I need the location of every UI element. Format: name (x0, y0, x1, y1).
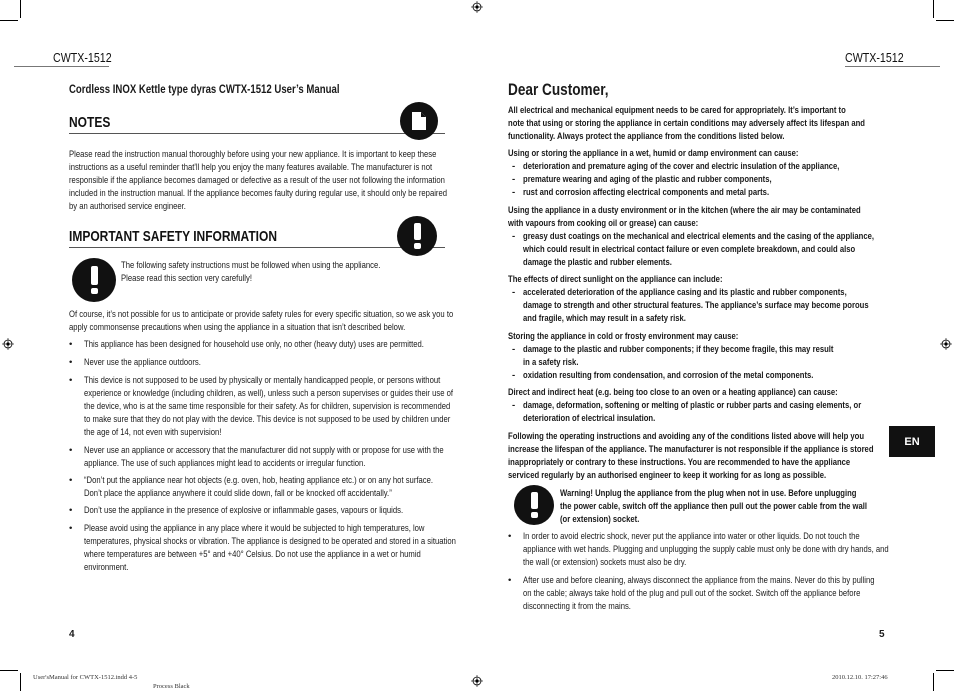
text-line: disconnecting it from the mains. (523, 601, 631, 612)
dash-icon: - (512, 400, 516, 411)
text-line: the wall (or extension) sockets must also be dry. (523, 557, 687, 568)
condition-heading (508, 147, 798, 160)
text-line: “Don’t put the appliance near hot objects (e.g. oven, hob, heating appliance etc.) or on any hot surface. (84, 475, 434, 486)
text-line: Warning! Unplug the appliance from the plug when not in use. Before unplugging (560, 488, 857, 499)
crop-mark (936, 20, 954, 21)
crop-mark (933, 0, 934, 18)
text-line: appliance. The use of such appliances might lead to accidents or irregular function. (84, 458, 366, 469)
text-line: The effects of direct sunlight on the appliance can include: (508, 274, 723, 285)
text-line: Please avoid using the appliance in any place where it would be subjected to high temperatures, low (84, 523, 425, 534)
bullet-icon: • (508, 575, 512, 586)
text-line: inappropriately or contrary to these instructions. You are recommended to have the appliance (508, 457, 851, 468)
crop-mark (936, 670, 954, 671)
safety-intro-text (69, 308, 453, 334)
dash-icon: - (512, 370, 516, 381)
list-item (69, 444, 534, 470)
list-item (512, 160, 919, 173)
manual-title: Cordless INOX Kettle type dyras CWTX-1512 User’s Manual (69, 82, 340, 96)
text-line: increase the lifespan of the appliance. The manufacturer is not responsible if the appliance is stored (508, 444, 874, 455)
notes-title: NOTES (69, 114, 111, 131)
text-line: Following the operating instructions and avoiding any of the conditions listed above will help you (508, 431, 865, 442)
text-line: by an authorised service engineer. (69, 201, 186, 212)
list-item (69, 474, 520, 500)
list-item (512, 230, 954, 269)
list-item (512, 186, 831, 199)
text-line: instructions as a useful reminder that'll help you enjoy the many features available. The manufacturer is not (69, 162, 433, 173)
crop-mark (20, 673, 21, 691)
text-line: with vapours from cooking oil or grease) can cause: (508, 218, 699, 229)
text-line: damage to the plastic and rubber components; if they become fragile, this may result (523, 344, 834, 355)
text-line: This appliance has been designed for household use only, no other (heavy duty) uses are permitted. (84, 339, 424, 350)
text-line: responsible if the appliance becomes damaged or defective as a result of the user not following the information (69, 175, 445, 186)
list-item (508, 574, 954, 613)
dash-icon: - (512, 161, 516, 172)
text-line: experience or knowledge (including children, as well), unless such a person supervises or guides their use of (84, 388, 454, 399)
dash-icon: - (512, 287, 516, 298)
bullet-icon: • (69, 475, 73, 486)
text-line: where temperatures are between +5° and +40° Celsius. Do not use the appliance in a wet or humid (84, 549, 421, 560)
safety-title-rule (69, 247, 445, 248)
bullet-icon: • (69, 523, 73, 534)
text-line: on the cable; always take hold of the plug and pull out of the socket. Switch off the appliance before (523, 588, 861, 599)
text-line: deterioration of electrical insulation. (523, 413, 656, 424)
text-line: the device, who is at the same time responsible for their safety. As for children, supervision is recommended (84, 401, 451, 412)
registration-mark-icon (471, 1, 483, 13)
text-line: Direct and indirect heat (e.g. being too close to an oven or a heating appliance) can cause: (508, 387, 838, 398)
model-label-left: CWTX-1512 (53, 50, 112, 65)
list-item (512, 343, 911, 369)
dash-icon: - (512, 231, 516, 242)
text-line: which could result in electrical contact failure or even complete breakdown, and could also (523, 244, 856, 255)
list-item (512, 286, 954, 325)
condition-heading (508, 386, 838, 399)
text-line: note that using or storing the appliance in certain conditions may adversely affect its lifespan and (508, 118, 865, 129)
text-line: In order to avoid electric shock, never put the appliance into water or other liquids. Do not touch the (523, 531, 860, 542)
dash-icon: - (512, 174, 516, 185)
text-line: All electrical and mechanical equipment needs to be cared for appropriately. It’s important to (508, 105, 846, 116)
document-icon (400, 102, 438, 140)
list-item (69, 338, 509, 351)
dash-icon: - (512, 187, 516, 198)
text-line: environment. (84, 562, 129, 573)
text-line: Of course, it’s not possible for us to anticipate or provide safety rules for every specific situation, so we ask you to (69, 309, 454, 320)
text-line: greasy dust coatings on the mechanical and electrical elements and the casing of the appliance, (523, 231, 875, 242)
bullet-icon: • (69, 357, 73, 368)
unplug-warning-text (560, 487, 867, 526)
text-line: deterioration and premature aging of the cover and electric insulation of the appliance, (523, 161, 840, 172)
closing-text (508, 430, 874, 482)
notes-title-rule (69, 133, 445, 134)
text-line: After use and before cleaning, always disconnect the appliance from the mains. Never do this by pulling (523, 575, 875, 586)
text-line: temperatures, physical shocks or vibration. The appliance is designed to be operated and stored in a situation (84, 536, 456, 547)
bullet-icon: • (69, 339, 73, 350)
text-line: Please read this section very carefully! (121, 273, 252, 284)
text-line: Please read the instruction manual thoroughly before using your new appliance. It is important to keep these (69, 149, 437, 160)
text-line: serviced regularly by an authorised engineer to keep it working for as long as possible. (508, 470, 827, 481)
text-line: Never use the appliance outdoors. (84, 357, 201, 368)
crop-mark (0, 20, 18, 21)
condition-heading (508, 273, 723, 286)
registration-mark-icon (471, 675, 483, 687)
list-item (508, 530, 954, 569)
intro-text (508, 104, 865, 143)
page-number-right: 5 (879, 629, 885, 640)
list-item (512, 399, 946, 425)
bullet-icon: • (508, 531, 512, 542)
exclamation-icon (397, 216, 437, 256)
list-item (512, 369, 886, 382)
text-line: Storing the appliance in cold or frosty environment may cause: (508, 331, 739, 342)
text-line: functionality. Always protect the appliance from the conditions listed below. (508, 131, 785, 142)
crop-mark (20, 0, 21, 18)
text-line: included in the instruction manual. If the appliance becomes faulty during regular use, it should only be repaired (69, 188, 448, 199)
text-line: the age of 14, not even with supervision! (84, 427, 222, 438)
crop-mark (933, 673, 934, 691)
text-line: the power cable, switch off the appliance then pull out the power cable from the wall (560, 501, 868, 512)
text-line: Don’t use the appliance in the presence of explosive or inflammable gases, vapours or liquids. (84, 505, 404, 516)
notes-text (69, 148, 447, 213)
page-number-left: 4 (69, 629, 75, 640)
footer-timestamp: 2010.12.10. 17:27:46 (832, 674, 888, 681)
text-line: Never use an appliance or accessory that the manufacturer did not supply with or propose for use with the (84, 445, 444, 456)
text-line: rust and corrosion affecting electrical components and metal parts. (523, 187, 770, 198)
exclamation-icon (514, 485, 554, 525)
text-line: (or extension) socket. (560, 514, 640, 525)
text-line: and fragile, which may result in a safety risk. (523, 313, 686, 324)
text-line: damage to strength and other structural features. The appliance’s surface may become porous (523, 300, 869, 311)
text-line: to make sure that they do not play with the device. This device is not supposed to be used by children under (84, 414, 451, 425)
text-line: in a safety risk. (523, 357, 579, 368)
text-line: accelerated deterioration of the appliance casing and its plastic and rubber components, (523, 287, 847, 298)
safety-title: IMPORTANT SAFETY INFORMATION (69, 228, 277, 245)
bullet-icon: • (69, 505, 73, 516)
text-line: The following safety instructions must be followed when using the appliance. (121, 260, 381, 271)
list-item (69, 356, 230, 369)
registration-mark-icon (940, 338, 952, 350)
language-tab: EN (889, 426, 935, 457)
list-item (69, 522, 549, 574)
dash-icon: - (512, 344, 516, 355)
list-item (69, 374, 545, 439)
model-label-right: CWTX-1512 (845, 50, 904, 65)
text-line: damage the plastic and rubber elements. (523, 257, 672, 268)
text-line: damage, deformation, softening or melting of plastic or rubber parts and casing elements, or (523, 400, 862, 411)
warning-exclamation-icon (72, 258, 116, 302)
footer-color: Process Black (153, 683, 190, 690)
bullet-icon: • (69, 445, 73, 456)
text-line: This device is not supposed to be used by physically or mentally handicapped people, or persons without (84, 375, 441, 386)
text-line: Using the appliance in a dusty environment or in the kitchen (where the air may be contaminated (508, 205, 861, 216)
safety-warning-text (121, 259, 380, 285)
text-line: oxidation resulting from condensation, and corrosion of the metal components. (523, 370, 814, 381)
bullet-icon: • (69, 375, 73, 386)
condition-heading (508, 330, 738, 343)
list-item (512, 173, 834, 186)
text-line: Using or storing the appliance in a wet, humid or damp environment can cause: (508, 148, 799, 159)
registration-mark-icon (2, 338, 14, 350)
text-line: apply commonsense precautions when using the appliance in a situation that isn’t described below. (69, 322, 406, 333)
crop-mark (0, 670, 18, 671)
text-line: Don’t place the appliance anywhere it could slide down, fall or be knocked off accidentally.” (84, 488, 392, 499)
text-line: premature wearing and aging of the plastic and rubber components, (523, 174, 772, 185)
footer-filename: User'sManual for CWTX-1512.indd 4-5 (33, 674, 138, 681)
list-item (69, 504, 483, 517)
text-line: appliance with wet hands. Plugging and unplugging the supply cable must only be done with dry hands, and (523, 544, 889, 555)
header-rule-right (845, 66, 940, 67)
condition-heading (508, 204, 861, 230)
greeting-heading: Dear Customer, (508, 80, 609, 99)
header-rule-left (14, 66, 109, 67)
